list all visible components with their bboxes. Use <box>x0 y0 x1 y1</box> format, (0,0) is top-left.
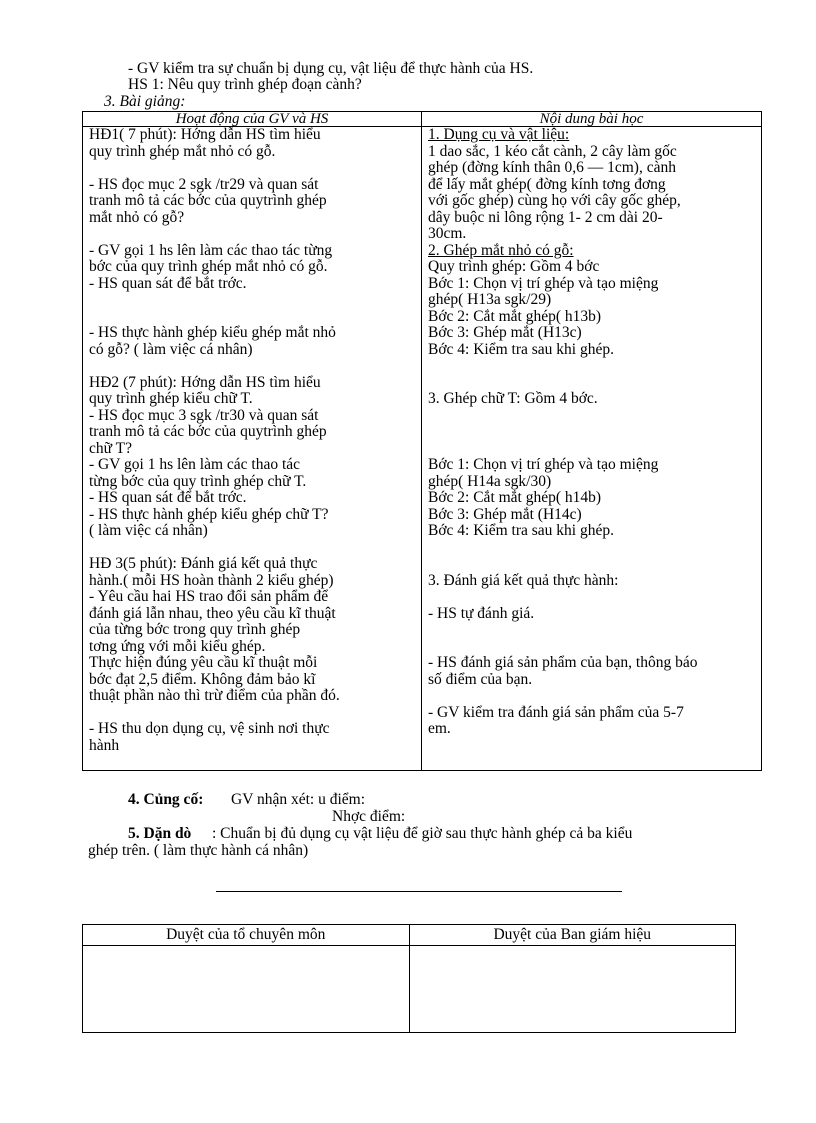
activity-line: hành.( mỗi HS hoàn thành 2 kiểu ghép) <box>89 571 334 589</box>
col2-header: Nội dung bài học <box>422 112 762 127</box>
divider <box>216 891 622 892</box>
activity-line: tơng ứng với mỗi kiểu ghép. <box>89 637 266 655</box>
activity-line: - HS thực hành ghép kiểu ghép chữ T? <box>89 505 329 523</box>
content-line: số điểm của bạn. <box>428 670 533 688</box>
activity-line: HĐ1( 7 phút): Hớng dẫn HS tìm hiểu <box>89 126 321 143</box>
approval-dept-cell <box>83 946 410 1033</box>
homework-label: 5. Dặn dò <box>128 825 192 842</box>
activity-line: chữ T? <box>89 439 132 457</box>
content-line: - GV kiểm tra đánh giá sản phẩm của 5-7 <box>428 703 684 721</box>
activity-line: - GV gọi 1 hs lên làm các thao tác <box>89 456 301 473</box>
approval-dept-header: Duyệt của tổ chuyên môn <box>83 925 410 946</box>
content-line: 2. Ghép mắt nhỏ có gỗ: <box>428 241 574 259</box>
content-gap <box>428 589 755 606</box>
activity-line: - HS đọc mục 2 sgk /tr29 và quan sát <box>89 175 319 193</box>
approval-board-cell <box>409 946 736 1033</box>
activities-cell <box>83 127 422 771</box>
consolidate-text: GV nhận xét: u điểm: <box>231 791 366 808</box>
activity-line: từng bớc của quy trình ghép chữ T. <box>89 472 307 490</box>
consolidate-text-2: Nhợc điểm: <box>332 808 406 825</box>
activity-line: hành <box>89 736 120 754</box>
question-line: HS 1: Nêu quy trình ghép đoạn cành? <box>128 76 362 93</box>
content-gap <box>428 540 755 557</box>
content-line: Bớc 4: Kiểm tra sau khi ghép. <box>428 522 614 539</box>
content-gap <box>428 556 755 573</box>
content-line: Bớc 3: Ghép mắt (H14c) <box>428 505 582 523</box>
content-gap <box>428 639 755 656</box>
content-line: Quy trình ghép: Gồm 4 bớc <box>428 258 600 275</box>
activity-gap <box>89 309 415 326</box>
content-line: 30cm. <box>428 225 467 242</box>
activity-gap <box>89 160 415 177</box>
content-line: Bớc 3: Ghép mắt (H13c) <box>428 324 582 341</box>
content-line: ghép( H14a sgk/30) <box>428 472 552 490</box>
content-line: - HS tự đánh giá. <box>428 604 535 622</box>
approval-board-header: Duyệt của Ban giám hiệu <box>409 925 736 946</box>
activity-line: HĐ 3(5 phút): Đánh giá kết quả thực <box>89 555 318 572</box>
content-line: ghép (đờng kính thân 0,6 — 1cm), cành <box>428 159 676 176</box>
content-line: dây buộc ni lông rộng 1- 2 cm dài 20- <box>428 208 663 226</box>
activity-line: - HS thực hành ghép kiểu ghép mắt nhỏ <box>89 324 336 341</box>
content-gap <box>428 375 755 392</box>
activity-line: của từng bớc trong quy trình ghép <box>89 621 301 638</box>
activity-gap <box>89 358 415 375</box>
activity-line: - HS quan sát để bắt trớc. <box>89 274 247 292</box>
lesson-table <box>82 111 762 771</box>
activity-line: đánh giá lẫn nhau, theo yêu cầu kĩ thuật <box>89 604 336 622</box>
content-gap <box>428 358 755 375</box>
content-line: để lấy mắt ghép( đờng kính tơng đơng <box>428 175 666 193</box>
activity-line: - HS quan sát để bắt trớc. <box>89 489 247 506</box>
activity-gap <box>89 705 415 722</box>
check-preparation-line: - GV kiểm tra sự chuẩn bị dụng cụ, vật liệu để thực hành của HS. <box>128 60 534 77</box>
content-gap <box>428 622 755 639</box>
content-line: em. <box>428 720 451 737</box>
activity-line: bớc của quy trình ghép mắt nhỏ có gỗ. <box>89 258 328 275</box>
homework-text-2: ghép trên. ( làm thực hành cá nhân) <box>88 842 309 859</box>
activity-line: - HS thu dọn dụng cụ, vệ sinh nơi thực <box>89 720 330 737</box>
activity-line: thuật phần nào thì trừ điểm của phần đó. <box>89 687 340 704</box>
content-line: Bớc 1: Chọn vị trí ghép và tạo miệng <box>428 456 659 473</box>
activity-line: HĐ2 (7 phút): Hớng dẫn HS tìm hiểu <box>89 373 321 391</box>
content-line: 1 dao sắc, 1 kéo cắt cành, 2 cây làm gốc <box>428 142 677 160</box>
content-line: với gốc ghép) cùng họ với cây gốc ghép, <box>428 192 681 209</box>
activity-gap <box>89 226 415 243</box>
content-line: 3. Ghép chữ T: Gồm 4 bớc. <box>428 390 598 407</box>
content-gap <box>428 441 755 458</box>
section-heading: 3. Bài giảng: <box>104 93 186 110</box>
content-gap <box>428 408 755 425</box>
activity-line: có gỗ? ( làm việc cá nhân) <box>89 340 253 358</box>
content-line: 3. Đánh giá kết quả thực hành: <box>428 571 619 589</box>
content-line: Bớc 2: Cắt mắt ghép( h14b) <box>428 489 602 506</box>
activity-line: - GV gọi 1 hs lên làm các thao tác từng <box>89 241 333 259</box>
activity-line: Thực hiện đúng yêu cầu kĩ thuật mỗi <box>89 654 318 671</box>
col1-header: Hoạt động của GV và HS <box>83 112 422 127</box>
activity-line: - Yêu cầu hai HS trao đổi sản phẩm để <box>89 588 329 605</box>
approval-table <box>82 924 736 1033</box>
activity-gap <box>89 292 415 309</box>
content-line: Bớc 2: Cắt mắt ghép( h13b) <box>428 307 602 325</box>
activity-gap <box>89 540 415 557</box>
activity-line: bớc đạt 2,5 điểm. Không đảm bảo kĩ <box>89 670 316 688</box>
activity-line: ( làm việc cá nhân) <box>89 522 208 539</box>
content-line: Bớc 4: Kiểm tra sau khi ghép. <box>428 340 614 358</box>
content-line: - HS đánh giá sản phẩm của bạn, thông báo <box>428 654 698 671</box>
content-line: Bớc 1: Chọn vị trí ghép và tạo miệng <box>428 274 659 292</box>
content-cell <box>422 127 762 771</box>
activity-line: quy trình ghép mắt nhỏ có gỗ. <box>89 142 276 160</box>
activity-line: tranh mô tả các bớc của quytrình ghép <box>89 423 327 440</box>
homework-text: : Chuẩn bị đủ dụng cụ vật liệu để giờ sau thực hành ghép cả ba kiểu <box>212 825 633 842</box>
content-gap <box>428 688 755 705</box>
activity-line: - HS đọc mục 3 sgk /tr30 và quan sát <box>89 406 319 424</box>
activity-line: tranh mô tả các bớc của quytrình ghép <box>89 192 327 209</box>
activity-line: quy trình ghép kiểu chữ T. <box>89 390 253 407</box>
activity-line: mắt nhỏ có gỗ? <box>89 208 185 226</box>
content-gap <box>428 424 755 441</box>
content-line: 1. Dụng cụ và vật liệu: <box>428 126 570 143</box>
content-line: ghép( H13a sgk/29) <box>428 291 552 308</box>
consolidate-label: 4. Củng cố: <box>128 791 204 808</box>
